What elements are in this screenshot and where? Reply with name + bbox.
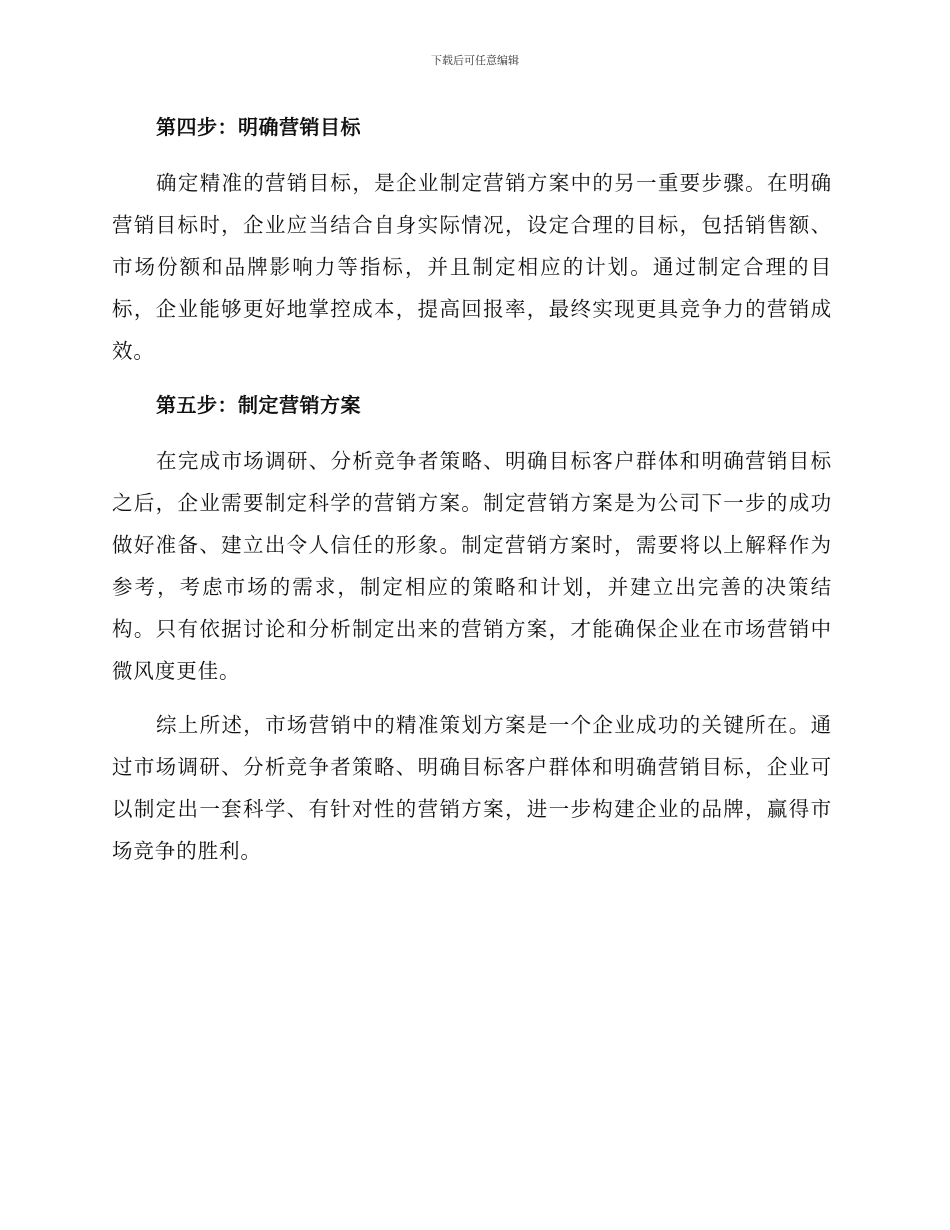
section-paragraph-step4: 确定精准的营销目标，是企业制定营销方案中的另一重要步骤。在明确营销目标时，企业应当结合自身实际情况，设定合理的目标，包括销售额、市场份额和品牌影响力等指标，并且制定相应的计划。通过制定合理的目标，企业能够更好地掌控成本，提高回报率，最终实现更具竞争力的营销成效。: [112, 171, 832, 363]
document-body: [112, 106, 832, 872]
page-header: 下载后可任意编辑: [431, 54, 519, 67]
section-heading-step4: 第四步：明确营销目标: [156, 115, 361, 139]
conclusion-paragraph: 综上所述，市场营销中的精准策划方案是一个企业成功的关键所在。通过市场调研、分析竞争者策略、明确目标客户群体和明确营销目标，企业可以制定出一套科学、有针对性的营销方案，进一步构建企业的品牌，赢得市场竞争的胜利。: [112, 713, 832, 863]
section-heading-step5: 第五步：制定营销方案: [156, 393, 361, 417]
section-paragraph-step5: 在完成市场调研、分析竞争者策略、明确目标客户群体和明确营销目标之后，企业需要制定科学的营销方案。制定营销方案是为公司下一步的成功做好准备、建立出令人信任的形象。制定营销方案时，需要将以上解释作为参考，考虑市场的需求，制定相应的策略和计划，并建立出完善的决策结构。只有依据讨论和分析制定出来的营销方案，才能确保企业在市场营销中微风度更佳。: [112, 449, 832, 683]
